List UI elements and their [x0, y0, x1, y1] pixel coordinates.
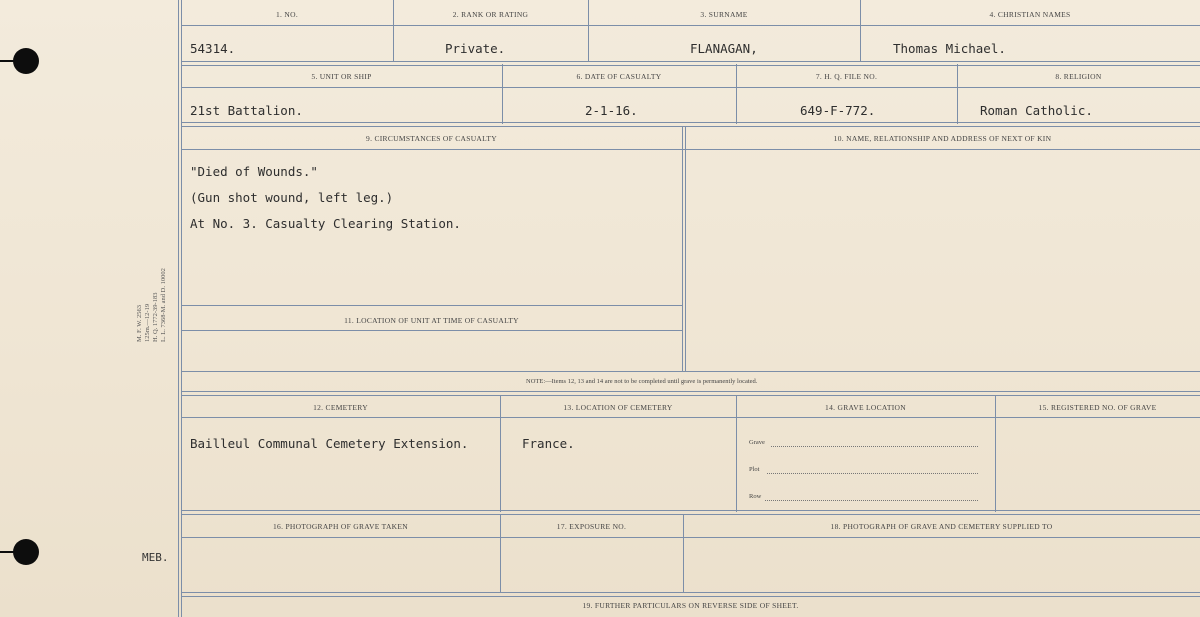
divider — [682, 126, 683, 371]
plot-dots — [767, 473, 978, 474]
label-grave-location: 14. GRAVE LOCATION — [825, 403, 906, 412]
row5-top — [181, 510, 1200, 515]
circumstances-line: "Died of Wounds." — [190, 164, 318, 179]
label-exposure-no: 17. EXPOSURE NO. — [556, 522, 627, 531]
circumstances-line: (Gun shot wound, left leg.) — [190, 190, 394, 205]
row5-sub-line — [181, 537, 1200, 538]
value-surname: FLANAGAN, — [690, 41, 758, 56]
label-date-of-casualty: 6. DATE OF CASUALTY — [576, 72, 662, 81]
value-unit: 21st Battalion. — [190, 103, 303, 118]
label-registered-no: 15. REGISTERED NO. OF GRAVE — [1038, 403, 1157, 412]
label-surname: 3. SURNAME — [700, 10, 748, 19]
label-further-particulars: 19. FURTHER PARTICULARS ON REVERSE SIDE OF SHEET. — [582, 601, 799, 610]
label-unit: 5. UNIT OR SHIP — [311, 72, 372, 81]
label-christian-names: 4. CHRISTIAN NAMES — [989, 10, 1071, 19]
side-imprint-line: L. L. 7368-M. and D. 10002 — [160, 268, 167, 342]
grave-dots — [771, 446, 978, 447]
side-imprint-line: M. F. W. 2563 — [136, 304, 143, 342]
label-next-of-kin: 10. NAME, RELATIONSHIP AND ADDRESS OF NEXT OF KIN — [833, 134, 1052, 143]
note-text: NOTE:—Items 12, 13 and 14 are not to be completed until grave is permanently located. — [526, 378, 758, 385]
value-location-of-cemetery: France. — [522, 436, 575, 451]
divider — [685, 126, 686, 371]
row4-sub-line — [181, 417, 1200, 418]
divider — [500, 395, 501, 512]
row-dots — [765, 500, 978, 501]
note-top — [181, 371, 1200, 372]
row1-bottom — [181, 61, 1200, 66]
divider — [736, 395, 737, 512]
loc-unit-sub — [181, 330, 682, 331]
row2-bottom — [181, 122, 1200, 127]
value-rank: Private. — [445, 41, 506, 56]
label-no: 1. NO. — [275, 10, 298, 19]
label-location-of-cemetery: 13. LOCATION OF CEMETERY — [563, 403, 673, 412]
value-christian-names: Thomas Michael. — [893, 41, 1006, 56]
grave-label: Grave — [749, 439, 765, 446]
side-imprint-line: 125m.—12-19 — [144, 303, 151, 342]
row-label: Row — [749, 493, 762, 500]
circumstances-line: At No. 3. Casualty Clearing Station. — [190, 216, 461, 231]
clerk-initials: MEB. — [142, 551, 169, 564]
punch-hole-top — [13, 48, 39, 74]
loc-unit-top — [181, 305, 682, 306]
value-date-of-casualty: 2-1-16. — [585, 103, 638, 118]
value-cemetery: Bailleul Communal Cemetery Extension. — [190, 436, 469, 451]
side-imprint-line: H. Q. 1772-39-183 — [152, 292, 159, 342]
value-hq-file: 649-F-772. — [800, 103, 876, 118]
plot-label: Plot — [749, 466, 760, 473]
row2-sub-line — [181, 87, 1200, 88]
value-no: 54314. — [190, 41, 236, 56]
note-bottom — [181, 391, 1200, 396]
label-religion: 8. RELIGION — [1055, 72, 1102, 81]
punch-hole-bottom — [13, 539, 39, 565]
row1-sub-line — [181, 25, 1200, 26]
label-photograph-supplied: 18. PHOTOGRAPH OF GRAVE AND CEMETERY SUPPLIED TO — [830, 522, 1053, 531]
row3-sub-line — [181, 149, 1200, 150]
label-hq-file: 7. H. Q. FILE NO. — [815, 72, 878, 81]
frame-left — [178, 0, 179, 617]
row6-top — [181, 592, 1200, 597]
label-location-of-unit: 11. LOCATION OF UNIT AT TIME OF CASUALTY — [344, 316, 519, 325]
value-religion: Roman Catholic. — [980, 103, 1093, 118]
label-circumstances: 9. CIRCUMSTANCES OF CASUALTY — [366, 134, 497, 143]
label-photograph-taken: 16. PHOTOGRAPH OF GRAVE TAKEN — [273, 522, 408, 531]
label-cemetery: 12. CEMETERY — [313, 403, 368, 412]
side-imprint — [136, 268, 168, 342]
label-rank: 2. RANK OR RATING — [452, 10, 529, 19]
divider — [995, 395, 996, 512]
